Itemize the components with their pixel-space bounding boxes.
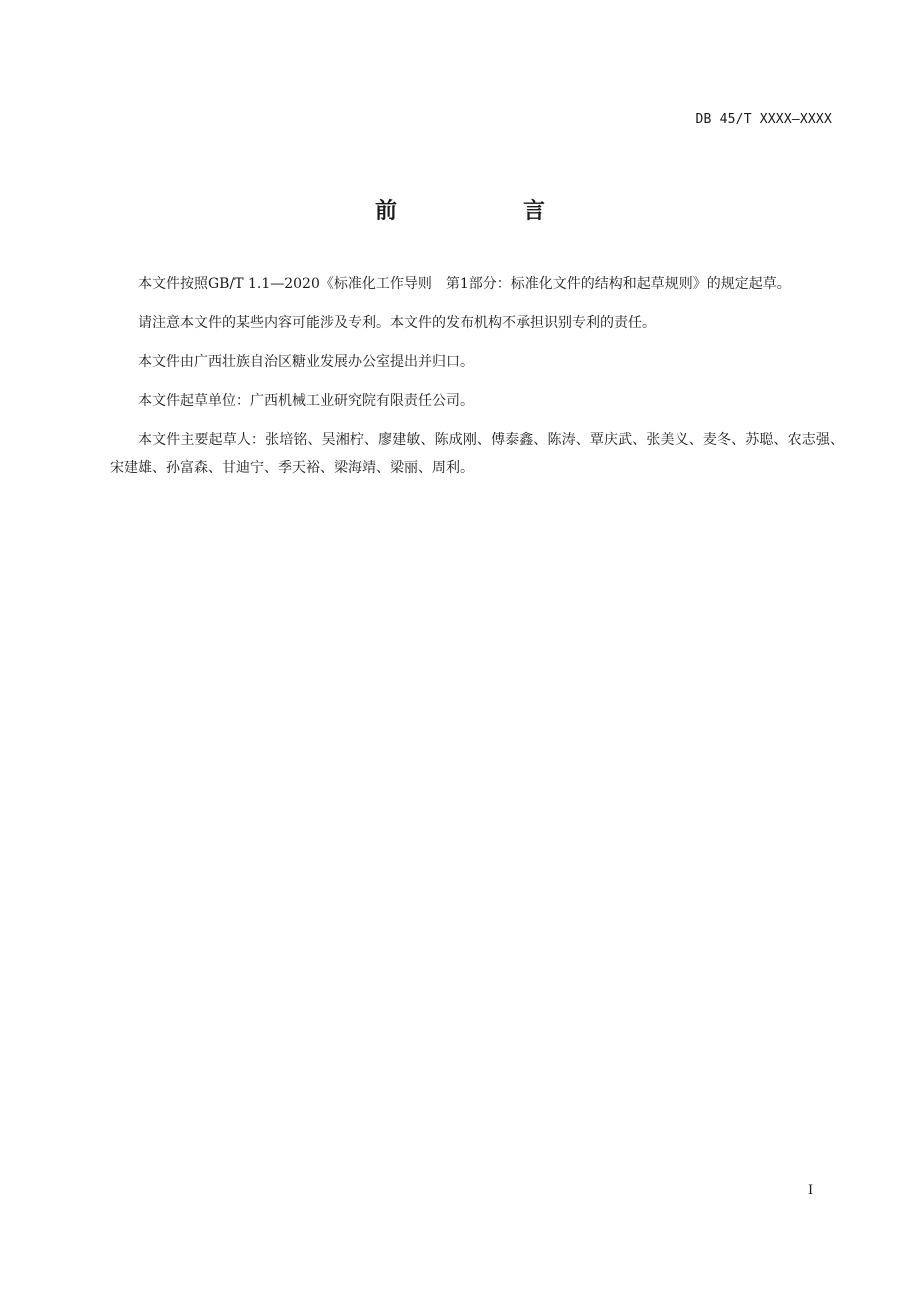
page-number: I [808, 1183, 814, 1198]
document-code: DB 45/T XXXX—XXXX [695, 112, 832, 127]
paragraph-drafters: 本文件主要起草人：张培铭、吴湘柠、廖建敏、陈成刚、傅泰鑫、陈涛、覃庆武、张美义、麦冬、苏聪、农志强、宋建雄、孙富森、甘迪宁、季天裕、梁海靖、梁丽、周利。 [110, 432, 844, 476]
paragraph-proposer: 本文件由广西壮族自治区糖业发展办公室提出并归口。 [138, 354, 474, 370]
paragraph-drafting-rules: 本文件按照GB/T 1.1—2020《标准化工作导则 第1部分：标准化文件的结构和起草规则》的规定起草。 [138, 276, 791, 292]
foreword-body [110, 270, 844, 493]
paragraph-patent-notice: 请注意本文件的某些内容可能涉及专利。本文件的发布机构不承担识别专利的责任。 [138, 315, 656, 331]
page-title: 前 言 [374, 199, 597, 224]
paragraph-drafting-unit: 本文件起草单位：广西机械工业研究院有限责任公司。 [138, 393, 474, 409]
